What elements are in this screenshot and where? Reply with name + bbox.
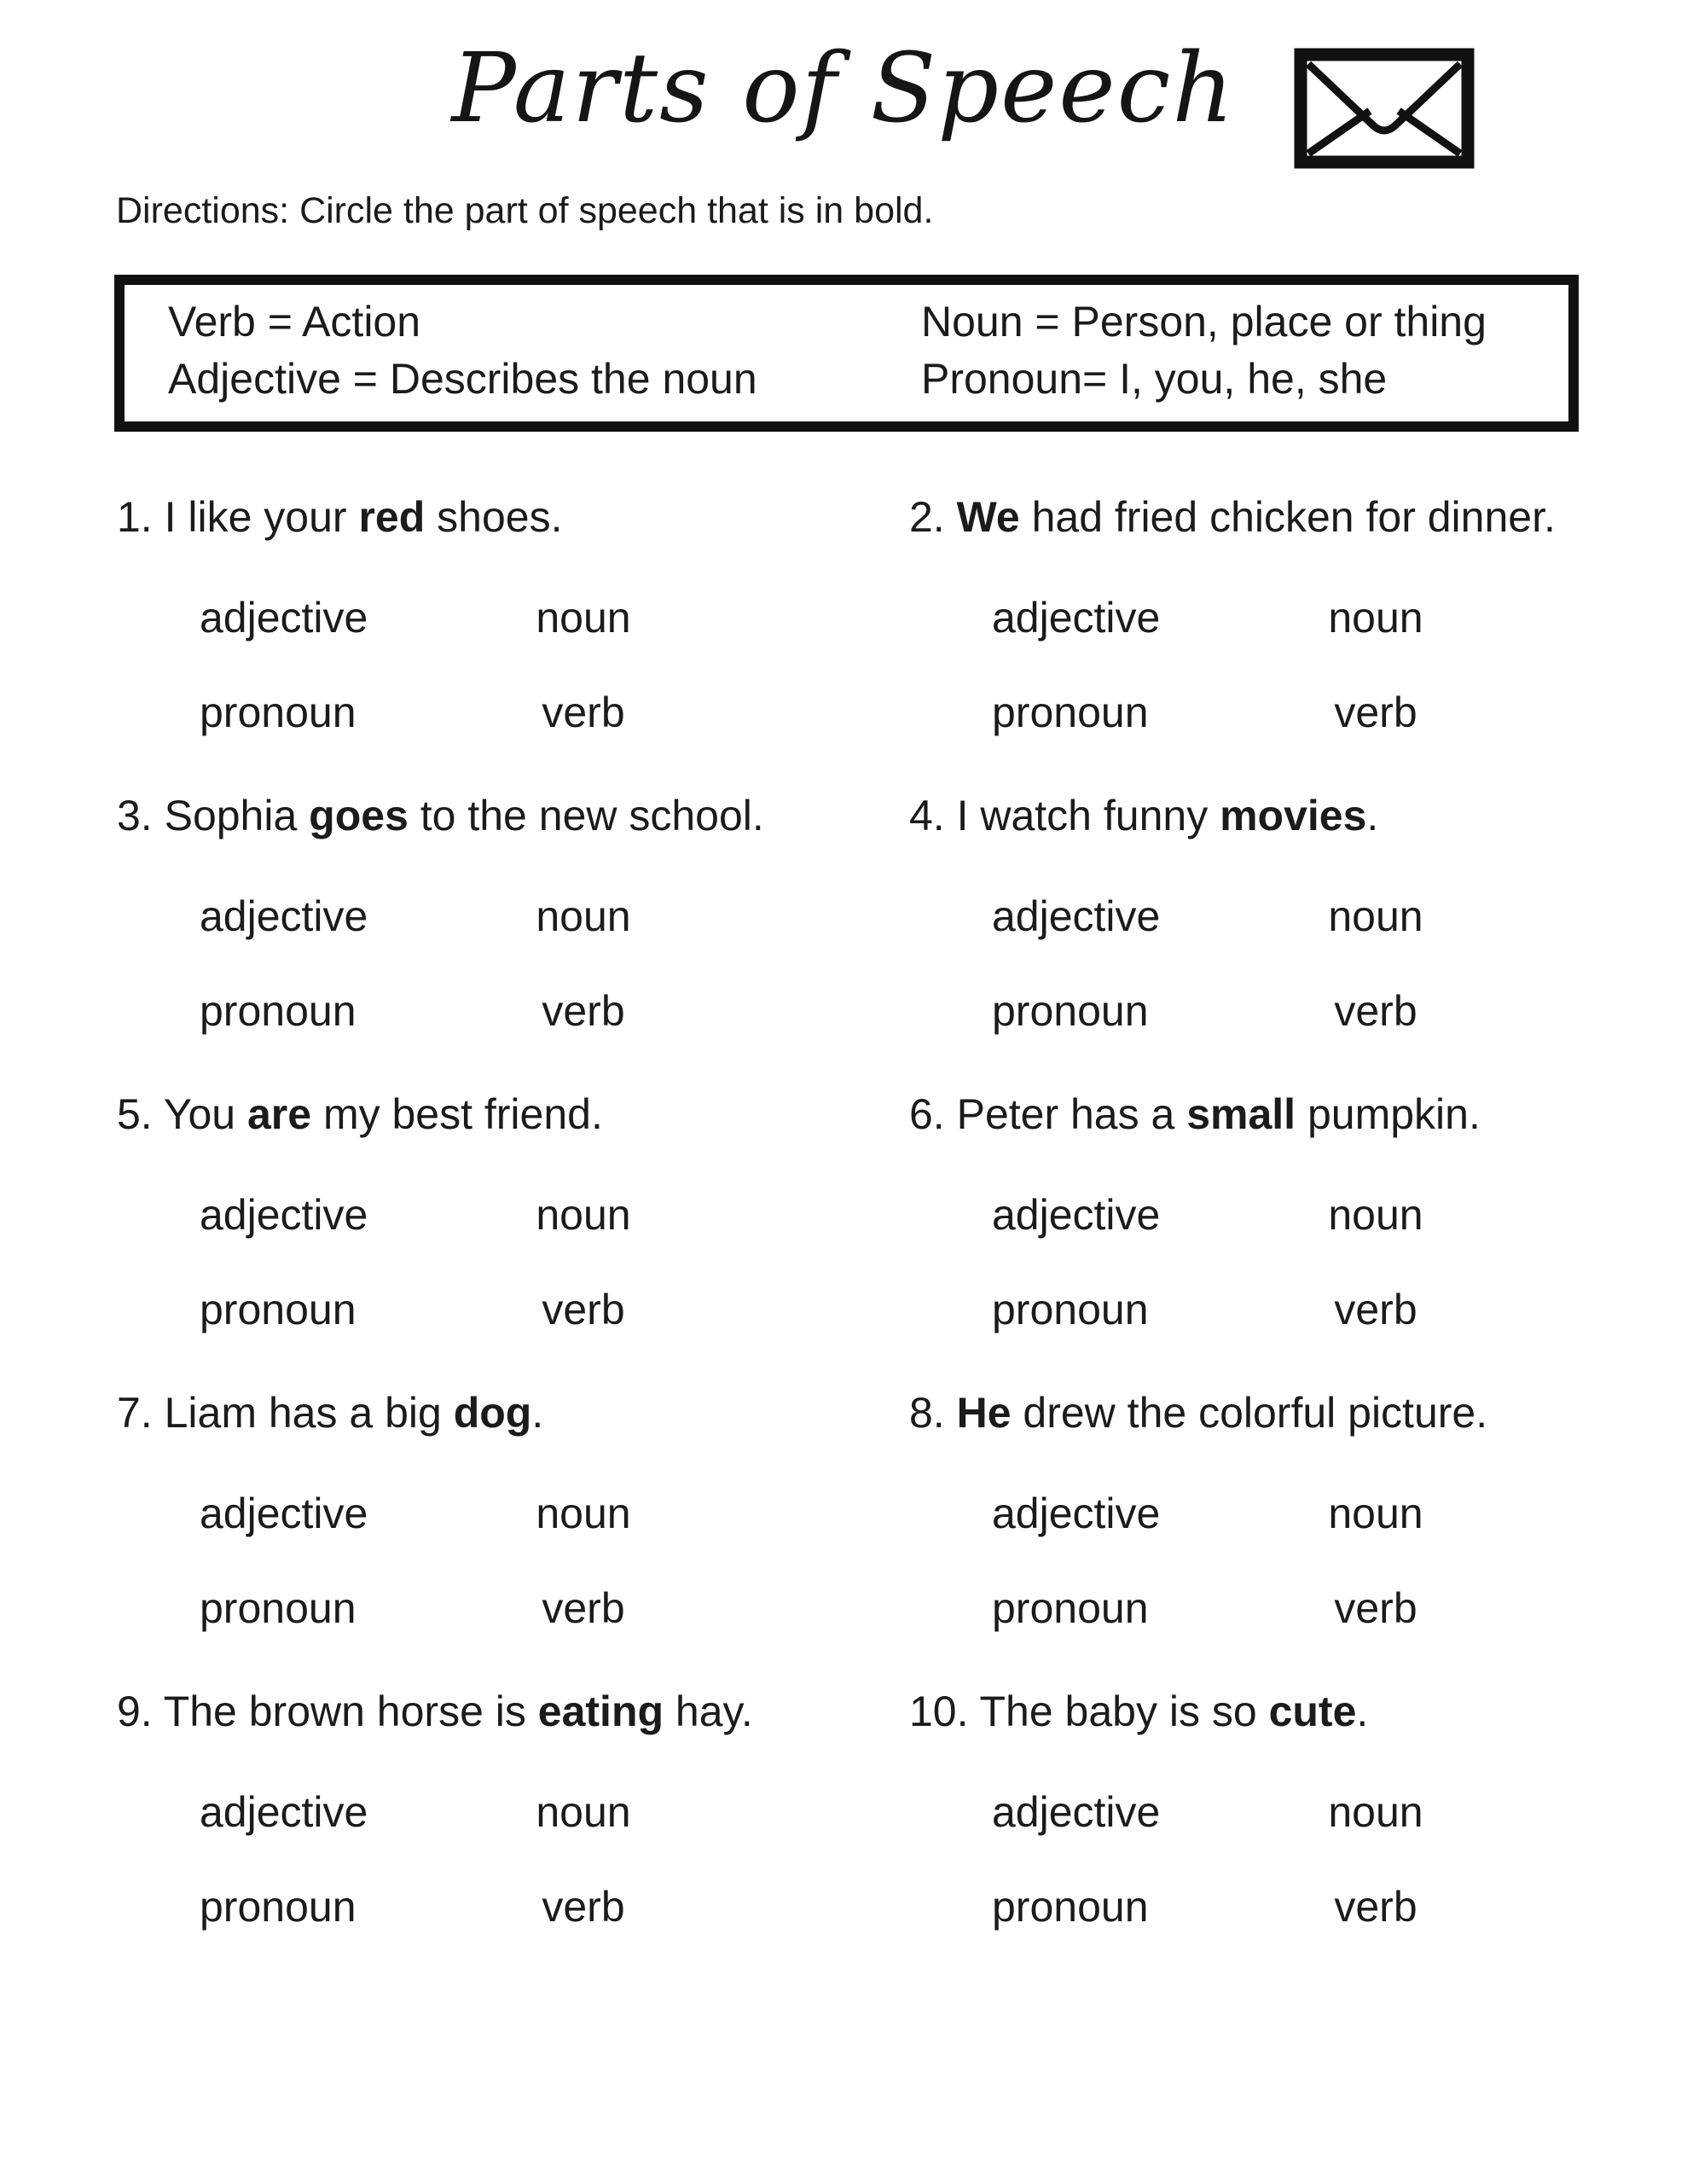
question-text-pre: 9. The brown horse is	[117, 1687, 538, 1735]
question-text-pre: 1. I like your	[117, 493, 359, 541]
option-grid	[992, 892, 1687, 1036]
question-block	[909, 1090, 1687, 1334]
question-text-pre: 5. You	[117, 1090, 247, 1138]
definition-verb: Verb = Action	[168, 298, 421, 346]
question-text-post: .	[1366, 792, 1379, 839]
option-verb[interactable]: verb	[1334, 688, 1417, 736]
question-text-post: to the new school.	[408, 792, 764, 839]
question-text-post: hay.	[664, 1687, 753, 1735]
question-block	[909, 792, 1687, 1036]
option-adjective[interactable]: adjective	[200, 892, 368, 940]
question-block	[117, 792, 909, 1036]
option-verb[interactable]: verb	[542, 987, 625, 1035]
question-bold-word: He	[956, 1389, 1012, 1437]
question-text-pre: 2.	[909, 493, 957, 541]
question-block	[117, 1389, 909, 1633]
question-text-pre: 7. Liam has a big	[117, 1389, 454, 1437]
option-verb[interactable]: verb	[542, 1883, 625, 1931]
question-sentence	[909, 1090, 1687, 1139]
question-text-post: pumpkin.	[1296, 1090, 1481, 1138]
option-noun[interactable]: noun	[536, 892, 631, 940]
option-noun[interactable]: noun	[536, 1191, 631, 1239]
option-noun[interactable]: noun	[1328, 892, 1423, 940]
question-sentence	[909, 493, 1687, 542]
question-text-pre: 4. I watch funny	[909, 792, 1220, 839]
option-verb[interactable]: verb	[542, 1286, 625, 1333]
option-verb[interactable]: verb	[1334, 987, 1417, 1035]
question-sentence	[909, 1687, 1687, 1736]
option-noun[interactable]: noun	[1328, 1191, 1423, 1239]
option-pronoun[interactable]: pronoun	[992, 1883, 1149, 1931]
option-grid	[200, 1490, 909, 1633]
question-text-post: my best friend.	[311, 1090, 603, 1138]
option-verb[interactable]: verb	[1334, 1286, 1417, 1333]
option-noun[interactable]: noun	[1328, 594, 1423, 642]
option-verb[interactable]: verb	[1334, 1584, 1417, 1632]
question-text-pre: 10. The baby is so	[909, 1687, 1269, 1735]
question-sentence	[117, 493, 909, 542]
question-bold-word: movies	[1220, 792, 1367, 839]
question-block	[909, 493, 1687, 737]
option-adjective[interactable]: adjective	[992, 594, 1161, 642]
question-text-post: shoes.	[425, 493, 563, 541]
definitions-right-column	[921, 293, 1555, 408]
question-bold-word: are	[246, 1090, 312, 1138]
question-block	[117, 493, 909, 737]
option-pronoun[interactable]: pronoun	[992, 688, 1149, 736]
definitions-box	[114, 275, 1579, 432]
question-bold-word: small	[1186, 1090, 1296, 1138]
question-text-pre: 3. Sophia	[117, 792, 310, 839]
option-pronoun[interactable]: pronoun	[992, 1584, 1149, 1632]
directions-text: Directions: Circle the part of speech that is in bold.	[116, 190, 934, 231]
option-adjective[interactable]: adjective	[992, 892, 1161, 940]
definitions-left-column	[168, 293, 921, 408]
option-pronoun[interactable]: pronoun	[200, 1883, 357, 1931]
definition-pronoun: Pronoun= I, you, he, she	[921, 355, 1388, 403]
option-grid	[200, 594, 909, 737]
question-text-pre: 6. Peter has a	[909, 1090, 1187, 1138]
question-block	[117, 1687, 909, 1931]
option-pronoun[interactable]: pronoun	[200, 987, 357, 1035]
option-pronoun[interactable]: pronoun	[992, 987, 1149, 1035]
option-pronoun[interactable]: pronoun	[200, 1584, 357, 1632]
option-adjective[interactable]: adjective	[200, 1490, 368, 1537]
option-verb[interactable]: verb	[1334, 1883, 1417, 1931]
question-bold-word: We	[956, 493, 1020, 541]
option-pronoun[interactable]: pronoun	[992, 1286, 1149, 1333]
option-grid	[200, 1191, 909, 1334]
option-adjective[interactable]: adjective	[200, 1191, 368, 1239]
question-sentence	[909, 1389, 1687, 1438]
question-text-post: .	[1356, 1687, 1369, 1735]
definition-adjective: Adjective = Describes the noun	[168, 355, 757, 403]
question-text-pre: 8.	[909, 1389, 957, 1437]
option-adjective[interactable]: adjective	[992, 1490, 1161, 1537]
question-block	[909, 1687, 1687, 1931]
question-text-post: drew the colorful picture.	[1011, 1389, 1488, 1437]
option-noun[interactable]: noun	[536, 1788, 631, 1836]
option-grid	[992, 1191, 1687, 1334]
question-sentence	[909, 792, 1687, 840]
option-grid	[992, 1788, 1687, 1931]
option-noun[interactable]: noun	[536, 1490, 631, 1537]
option-grid	[992, 1490, 1687, 1633]
option-noun[interactable]: noun	[1328, 1490, 1423, 1537]
option-pronoun[interactable]: pronoun	[200, 688, 357, 736]
option-verb[interactable]: verb	[542, 1584, 625, 1632]
header	[0, 0, 1687, 142]
option-verb[interactable]: verb	[542, 688, 625, 736]
option-adjective[interactable]: adjective	[200, 594, 368, 642]
question-text-post: .	[531, 1389, 544, 1437]
page-title: Parts of Speech	[451, 33, 1236, 144]
option-grid	[992, 594, 1687, 737]
question-sentence	[117, 1389, 909, 1438]
question-block	[117, 1090, 909, 1334]
option-noun[interactable]: noun	[1328, 1788, 1423, 1836]
option-adjective[interactable]: adjective	[200, 1788, 368, 1836]
question-block	[909, 1389, 1687, 1633]
definition-noun: Noun = Person, place or thing	[921, 298, 1487, 346]
question-text-post: had fried chicken for dinner.	[1019, 493, 1556, 541]
option-grid	[200, 1788, 909, 1931]
question-sentence	[117, 1687, 909, 1736]
option-grid	[200, 892, 909, 1036]
option-adjective[interactable]: adjective	[992, 1788, 1161, 1836]
question-sentence	[117, 792, 909, 840]
question-list	[0, 493, 1687, 1986]
question-bold-word: cute	[1268, 1687, 1357, 1735]
envelope-icon	[1294, 48, 1475, 169]
question-bold-word: dog	[453, 1389, 532, 1437]
option-pronoun[interactable]: pronoun	[200, 1286, 357, 1333]
question-bold-word: eating	[537, 1687, 664, 1735]
question-bold-word: goes	[309, 792, 409, 839]
question-bold-word: red	[358, 493, 426, 541]
option-adjective[interactable]: adjective	[992, 1191, 1161, 1239]
option-noun[interactable]: noun	[536, 594, 631, 642]
question-sentence	[117, 1090, 909, 1139]
